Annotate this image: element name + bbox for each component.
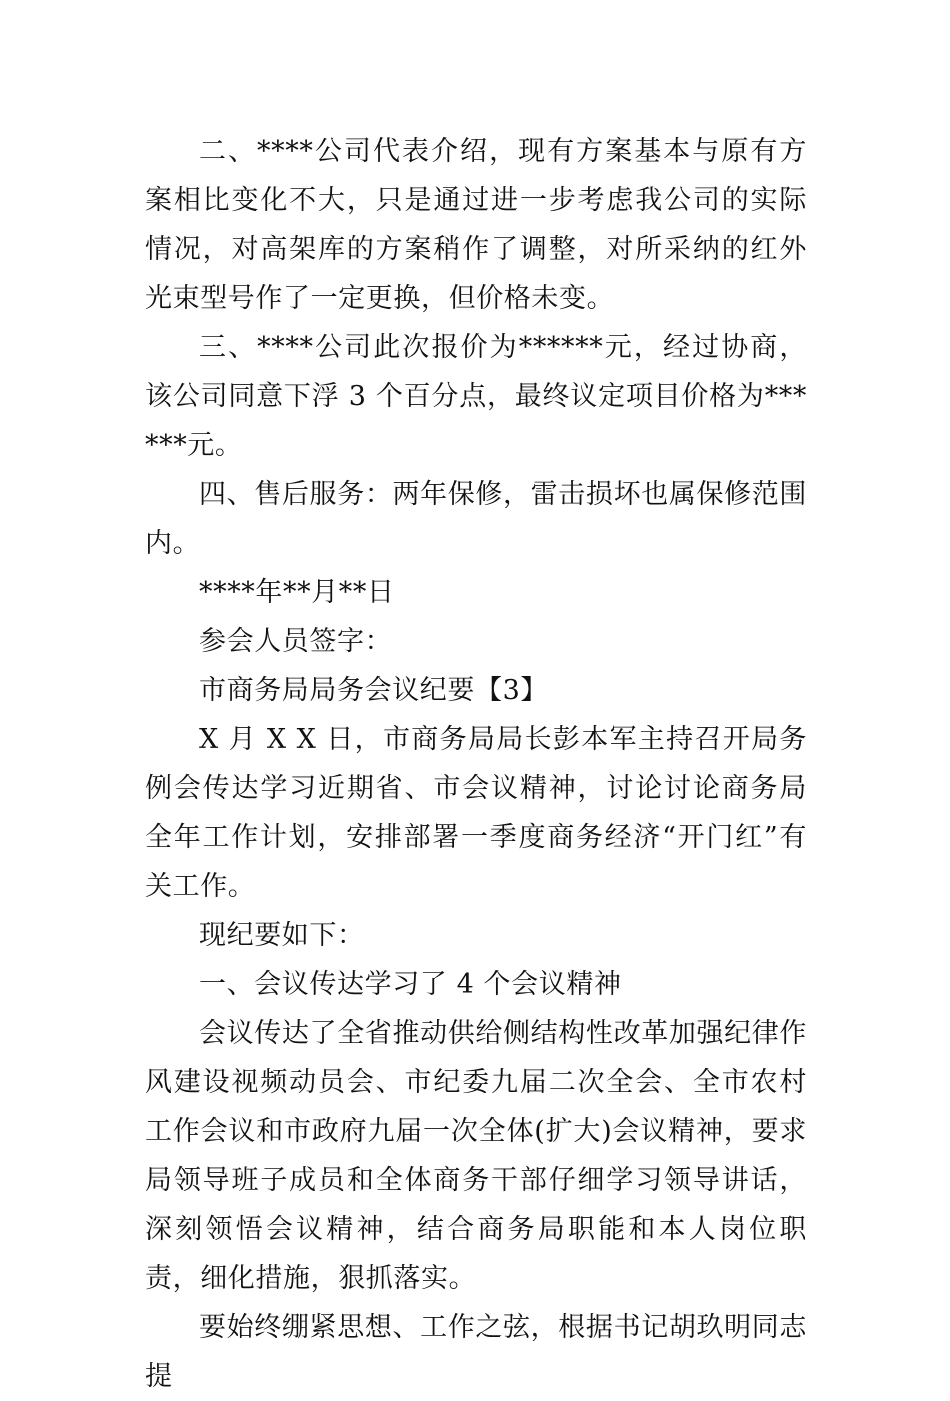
document-body xyxy=(145,127,807,1401)
paragraph-meeting-spirit: 会议传达了全省推动供给侧结构性改革加强纪律作风建设视频动员会、市纪委九届二次全会、全市农村工作会议和市政府九届一次全体(扩大)会议精神，要求局领导班子成员和全体商务干部仔细学习领导讲话，深刻领悟会议精神，结合商务局职能和本人岗位职责，细化措施，狠抓落实。 xyxy=(145,1018,807,1294)
section-heading-minutes-3: 市商务局局务会议纪要【3】 xyxy=(199,675,548,706)
paragraph-meeting-intro: X 月 X X 日，市商务局局长彭本军主持召开局务例会传达学习近期省、市会议精神，讨论讨论商务局全年工作计划，安排部署一季度商务经济“开门红”有关工作。 xyxy=(145,724,807,902)
paragraph-item-4-after-sales: 四、售后服务：两年保修，雷击损坏也属保修范围内。 xyxy=(145,479,807,559)
paragraph-minutes-lead: 现纪要如下： xyxy=(199,920,365,951)
paragraph-item-3-quotation: 三、****公司此次报价为******元，经过协商，该公司同意下浮 3 个百分点，最终议定项目价格为******元。 xyxy=(145,332,807,461)
paragraph-item-2-company-intro: 二、****公司代表介绍，现有方案基本与原有方案相比变化不大，只是通过进一步考虑我公司的实际情况，对高架库的方案稍作了调整，对所采纳的红外光束型号作了一定更换，但价格未变。 xyxy=(145,136,807,314)
paragraph-continuation: 要始终绷紧思想、工作之弦，根据书记胡玖明同志提 xyxy=(145,1312,807,1392)
date-line: ****年**月**日 xyxy=(199,577,395,608)
subheading-item-1: 一、会议传达学习了 4 个会议精神 xyxy=(199,969,622,1000)
attendee-signature-line: 参会人员签字： xyxy=(199,626,393,657)
